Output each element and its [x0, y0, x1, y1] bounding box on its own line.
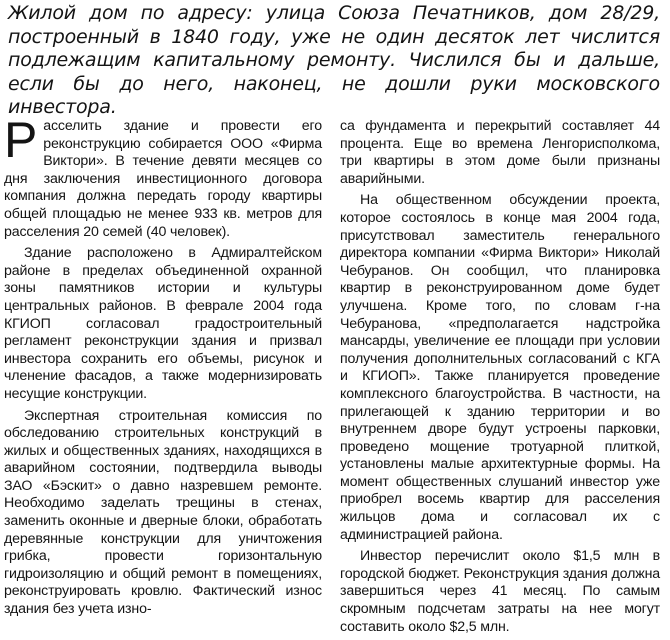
article-paragraph-5: На общественном обсуждении проекта, которое состоялось в конце мая 2004 года, присутствовал заместитель генерального директора компании «Фирма Виктори» Николай Чебуранов. Он сообщил, что планировка квартир в реконструированном доме будет улучшена. Кроме того, по словам г-на Чебуранова, «предполагается надстройка мансарды, увеличение ее площади при условии получения дополнительных согласований с КГА и КГИОП». Также планируется проведение комплексного благоустройства. В частности, на прилегающей к зданию территории и во внутреннем дворе будут устроены парковки, проведено мощение тротуарной плиткой, установлены малые архитектурные формы. На момент общественных слушаний инвестор уже приобрел восемь квартир для расселения жильцов дома и согласовал их с администрацией района. — [340, 192, 660, 543]
article-paragraph-6: Инвестор перечислит около $1,5 млн в городской бюджет. Реконструкция здания должна завершиться через 41 месяц. По самым скромным подсчетам затраты на нее могут составить около $2,5 млн. — [340, 548, 660, 635]
article-paragraph-2: Здание расположено в Адмиралтейском районе в пределах объединенной охранной зоны памятников истории и культуры центральных районов. В феврале 2004 года КГИОП согласовал градостроительный регламент реконструкции здания и призвал инвестора сохранить его объемы, рисунок и членение фасадов, а также модернизировать несущие конструкции. — [4, 245, 322, 402]
article-column-right — [340, 118, 660, 640]
article-paragraph-4: са фундамента и перекрытий составляет 44 процента. Еще во времена Ленгорисполкома, три квартиры в этом доме были признаны аварийными. — [340, 118, 660, 187]
drop-cap-letter: Р — [4, 112, 38, 168]
article-paragraph-1 — [4, 112, 322, 241]
article-paragraph-1-text: асселить здание и провести его реконструкцию собирается ООО «Фирма Виктори». В течение девяти месяцев со дня заключения инвестиционного договора компания должна передать городу квартиры общей площадью не менее 933 кв. метров для расселения 20 семей (40 человек). — [4, 118, 322, 240]
article-lead: Жилой дом по адресу: улица Союза Печатников, дом 28/29, построенный в 1840 году, уже не один десяток лет числится подлежащим капитальному ремонту. Числился бы и дальше, если бы до него, наконец, не дошли руки московского инвестора. — [8, 2, 660, 118]
article-column-left — [4, 112, 322, 623]
article-paragraph-3: Экспертная строительная комиссия по обследованию строительных конструкций в жилых и общественных зданиях, находящихся в аварийном состоянии, подтвердила выводы ЗАО «Бэскит» о давно назревшем ремонте. Необходимо заделать трещины в стенах, заменить оконные и дверные блоки, обработать деревянные конструкции для уничтожения грибка, провести горизонтальную гидроизоляцию и общий ремонт в помещениях, реконструировать кровлю. Фактический износ здания без учета изно- — [4, 407, 322, 618]
